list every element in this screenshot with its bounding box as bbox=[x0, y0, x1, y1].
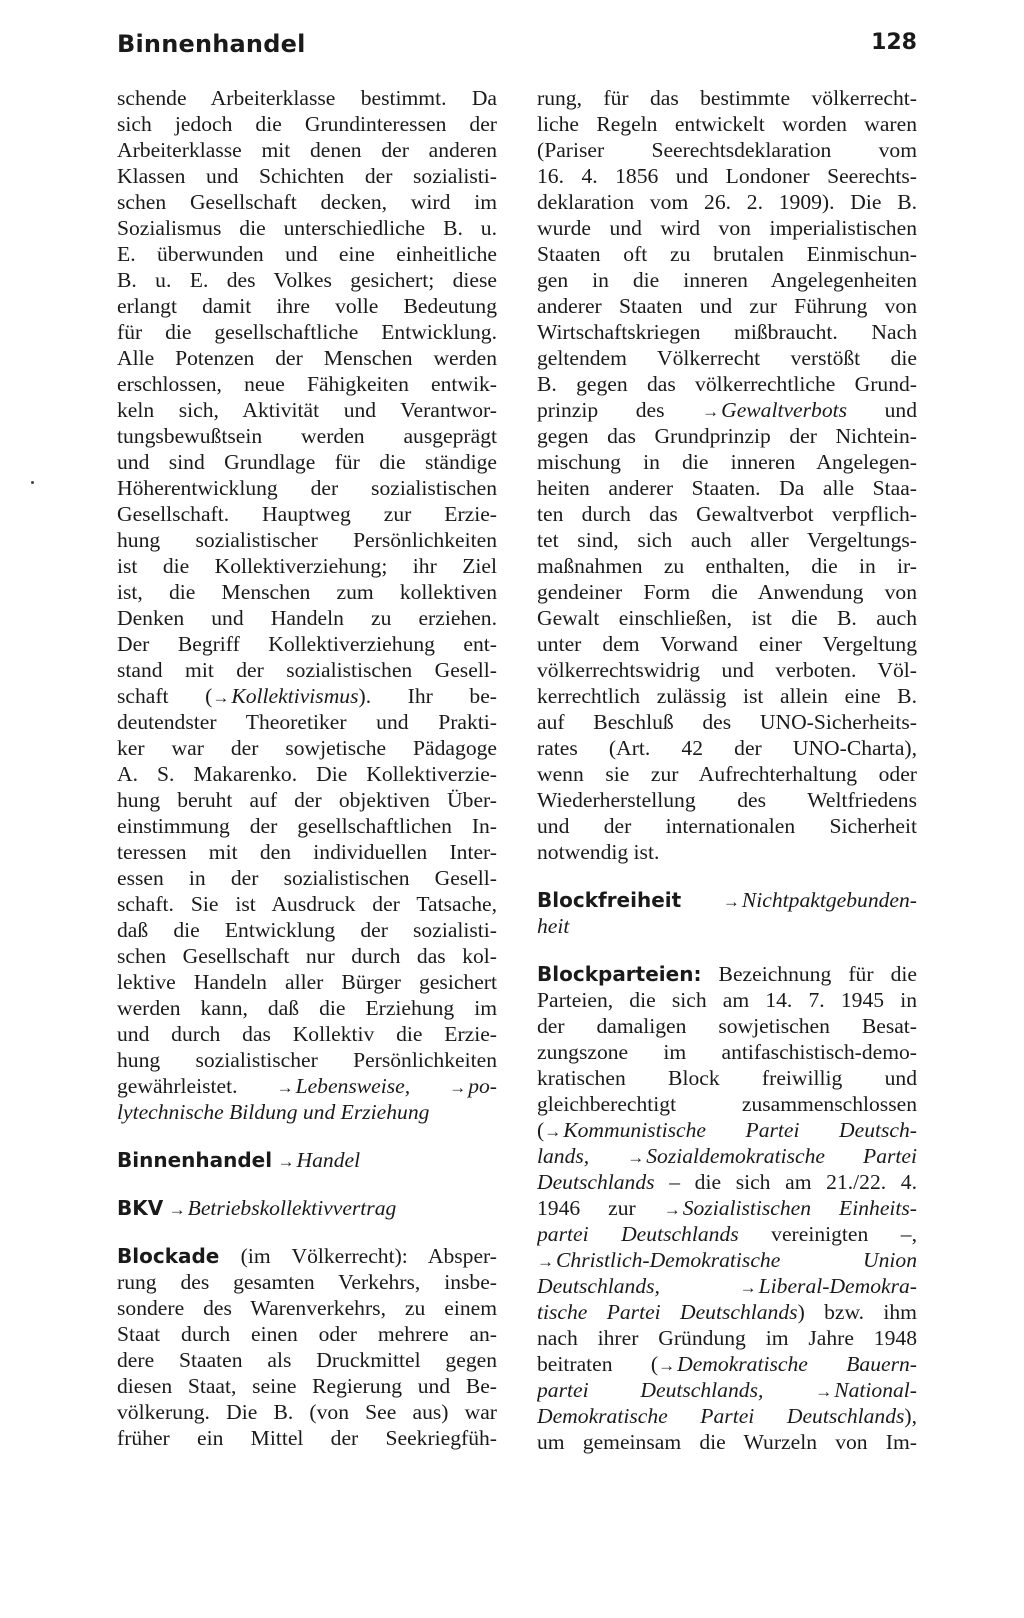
page-number: 128 bbox=[871, 30, 917, 55]
text-line: früher ein Mittel der Seekriegfüh- bbox=[117, 1426, 497, 1450]
text-line: A. S. Makarenko. Die Kollektiverzie- bbox=[117, 762, 497, 786]
text-line: werden kann, daß die Erziehung im bbox=[117, 996, 497, 1020]
text-line: hung sozialistischer Persönlichkeiten bbox=[117, 528, 497, 552]
text-line: (Pariser Seerechtsdeklaration vom bbox=[537, 138, 917, 162]
running-head: Binnenhandel bbox=[117, 30, 306, 58]
arrow-icon: → bbox=[739, 1278, 757, 1297]
cross-reference[interactable]: partei Deutschlands bbox=[537, 1222, 739, 1246]
text-line: hung sozialistischer Persönlichkeiten bbox=[117, 1048, 497, 1072]
entry-blockade: Blockade (im Völkerrecht): Absper- bbox=[117, 1244, 497, 1268]
text-line: Alle Potenzen der Menschen werden bbox=[117, 346, 497, 370]
text-line: gewährleistet. →Lebensweise, →po- bbox=[117, 1074, 497, 1098]
arrow-icon: → bbox=[168, 1200, 186, 1219]
entry-blockade-continued-2 bbox=[537, 423, 917, 865]
text-line: B. u. E. des Volkes gesichert; diese bbox=[117, 268, 497, 292]
entry-keyword: Blockade bbox=[117, 1244, 220, 1268]
text-line: deutendster Theoretiker und Prakti- bbox=[117, 710, 497, 734]
entry-blockfreiheit bbox=[537, 887, 917, 913]
text-line: dere Staaten als Druckmittel gegen bbox=[117, 1348, 497, 1372]
arrow-icon: → bbox=[663, 1200, 681, 1219]
cross-reference[interactable]: Deutschlands bbox=[537, 1170, 655, 1194]
text-line: rung, für das bestimmte völkerrecht- bbox=[537, 86, 917, 110]
entry-body-continued-2 bbox=[117, 709, 497, 1073]
text-line: anderer Staaten und zur Führung von bbox=[537, 294, 917, 318]
cross-reference[interactable]: Lebensweise, bbox=[295, 1074, 411, 1098]
text-line: kratischen Block freiwillig und bbox=[537, 1066, 917, 1090]
text-line: kerrechtlich zulässig ist allein eine B. bbox=[537, 684, 917, 708]
text-line: für die gesellschaftliche Entwicklung. bbox=[117, 320, 497, 344]
text-line: tungsbewußtsein werden ausgeprägt bbox=[117, 424, 497, 448]
cross-reference[interactable]: po- bbox=[468, 1074, 497, 1098]
arrow-icon: → bbox=[449, 1078, 467, 1097]
entry-blockparteien: Blockparteien: Bezeichnung für die bbox=[537, 962, 917, 986]
text-line: gendeiner Form die Anwendung von bbox=[537, 580, 917, 604]
text-line: schaft (→Kollektivismus). Ihr be- bbox=[117, 684, 497, 708]
text-line: prinzip des →Gewaltverbots und bbox=[537, 398, 917, 422]
entry-keyword: BKV bbox=[117, 1196, 164, 1220]
text-line: mischung in die inneren Angelegen- bbox=[537, 450, 917, 474]
entry-binnenhandel bbox=[117, 1147, 497, 1173]
arrow-icon: → bbox=[212, 688, 230, 707]
text-line: der damaligen sowjetischen Besat- bbox=[537, 1014, 917, 1038]
arrow-icon: → bbox=[276, 1078, 294, 1097]
cross-reference[interactable]: lytechnische Bildung und Erziehung bbox=[117, 1100, 430, 1124]
cross-reference[interactable]: Gewaltverbots bbox=[721, 398, 848, 422]
left-column bbox=[117, 85, 497, 1451]
text-line: heiten anderer Staaten. Da alle Staa- bbox=[537, 476, 917, 500]
text-line: erlangt damit ihre volle Bedeutung bbox=[117, 294, 497, 318]
text-line: lektive Handeln aller Bürger gesichert bbox=[117, 970, 497, 994]
entry-body-continued bbox=[117, 85, 497, 683]
text-line: Klassen und Schichten der sozialisti- bbox=[117, 164, 497, 188]
text-line: wurde und wird von imperialistischen bbox=[537, 216, 917, 240]
page-header bbox=[117, 30, 917, 70]
cross-reference[interactable]: Sozialistischen Einheits- bbox=[682, 1196, 917, 1220]
text-line: partei Deutschlands vereinigten –, bbox=[537, 1222, 917, 1246]
text-line: B. gegen das völkerrechtliche Grund- bbox=[537, 372, 917, 396]
text-line: Deutschlands – die sich am 21./22. 4. bbox=[537, 1170, 917, 1194]
entry-blockade-continued bbox=[537, 85, 917, 397]
cross-reference[interactable]: Nichtpaktgebunden- bbox=[741, 888, 917, 912]
text-line: (→Kommunistische Partei Deutsch- bbox=[537, 1118, 917, 1142]
text-line: und durch das Kollektiv die Erzie- bbox=[117, 1022, 497, 1046]
text-line: deklaration vom 26. 2. 1909). Die B. bbox=[537, 190, 917, 214]
text-line: gen in die inneren Angelegenheiten bbox=[537, 268, 917, 292]
arrow-icon: → bbox=[277, 1152, 295, 1171]
text-line: hung beruht auf der objektiven Über- bbox=[117, 788, 497, 812]
text-line: E. überwunden und eine einheitliche bbox=[117, 242, 497, 266]
text-line: und der internationalen Sicherheit bbox=[537, 814, 917, 838]
text-line: Gewalt einschließen, ist die B. auch bbox=[537, 606, 917, 630]
text-line: erschlossen, neue Fähigkeiten entwik- bbox=[117, 372, 497, 396]
text-line: einstimmung der gesellschaftlichen In- bbox=[117, 814, 497, 838]
text-line: Sozialismus die unterschiedliche B. u. bbox=[117, 216, 497, 240]
text-line: Gesellschaft. Hauptweg zur Erzie- bbox=[117, 502, 497, 526]
text-line: Der Begriff Kollektiverziehung ent- bbox=[117, 632, 497, 656]
entry-keyword: Blockparteien: bbox=[537, 962, 702, 986]
cross-reference[interactable]: Liberal-Demokra- bbox=[758, 1274, 917, 1298]
text-line: schaft. Sie ist Ausdruck der Tatsache, bbox=[117, 892, 497, 916]
text-line: Höherentwicklung der sozialistischen bbox=[117, 476, 497, 500]
cross-reference[interactable]: Kommunistische Partei Deutsch- bbox=[563, 1118, 917, 1142]
text-line: sich jedoch die Grundinteressen der bbox=[117, 112, 497, 136]
text-line: tische Partei Deutschlands) bzw. ihm bbox=[537, 1300, 917, 1324]
text-line: tet sind, sich auch aller Vergeltungs- bbox=[537, 528, 917, 552]
text-line: um gemeinsam die Wurzeln von Im- bbox=[537, 1430, 917, 1454]
cross-reference[interactable]: partei Deutschlands, bbox=[537, 1378, 764, 1402]
entry-bkv bbox=[117, 1195, 497, 1221]
text-line: gegen das Grundprinzip der Nichtein- bbox=[537, 424, 917, 448]
text-line: Demokratische Partei Deutschlands), bbox=[537, 1404, 917, 1428]
entry-keyword: Binnenhandel bbox=[117, 1148, 273, 1172]
cross-reference[interactable]: Kollektivismus bbox=[231, 684, 359, 708]
arrow-icon: → bbox=[537, 1252, 554, 1271]
text-line: rung des gesamten Verkehrs, insbe- bbox=[117, 1270, 497, 1294]
text-line: wenn sie zur Aufrechterhaltung oder bbox=[537, 762, 917, 786]
text-line: beitraten (→Demokratische Bauern- bbox=[537, 1352, 917, 1376]
text-line: Parteien, die sich am 14. 7. 1945 in bbox=[537, 988, 917, 1012]
arrow-icon: → bbox=[658, 1356, 676, 1375]
right-column bbox=[537, 85, 917, 1455]
arrow-icon: → bbox=[722, 892, 740, 911]
text-line: 1946 zur →Sozialistischen Einheits- bbox=[537, 1196, 917, 1220]
text-line: schen Gesellschaft decken, wird im bbox=[117, 190, 497, 214]
text-line: Denken und Handeln zu erziehen. bbox=[117, 606, 497, 630]
arrow-icon: → bbox=[815, 1382, 833, 1401]
text-line: gleichberechtigt zusammenschlossen bbox=[537, 1092, 917, 1116]
text-line bbox=[537, 1143, 917, 1169]
text-line: teressen mit den individuellen Inter- bbox=[117, 840, 497, 864]
text-line: völkerung. Die B. (von See aus) war bbox=[117, 1400, 497, 1424]
cross-reference[interactable]: lands, bbox=[537, 1144, 590, 1168]
text-line: geltendem Völkerrecht verstößt die bbox=[537, 346, 917, 370]
text-line: Staat durch einen oder mehrere an- bbox=[117, 1322, 497, 1346]
text-line: zungszone im antifaschistisch-demo- bbox=[537, 1040, 917, 1064]
text-line: ker war der sowjetische Pädagoge bbox=[117, 736, 497, 760]
text-line: unter dem Vorwand einer Vergeltung bbox=[537, 632, 917, 656]
text-line: Arbeiterklasse mit denen der anderen bbox=[117, 138, 497, 162]
text-line: maßnahmen zu enthalten, die in ir- bbox=[537, 554, 917, 578]
cross-reference[interactable]: heit bbox=[537, 914, 570, 938]
text-line: ten durch das Gewaltverbot verpflich- bbox=[537, 502, 917, 526]
text-line: und sind Grundlage für die ständige bbox=[117, 450, 497, 474]
cross-reference[interactable]: Demokratische Bauern- bbox=[677, 1352, 917, 1376]
text-line: ist, die Menschen zum kollektiven bbox=[117, 580, 497, 604]
text-line: 16. 4. 1856 und Londoner Seerechts- bbox=[537, 164, 917, 188]
text-line: essen in der sozialistischen Gesell- bbox=[117, 866, 497, 890]
entry-blockparteien-body bbox=[537, 987, 917, 1117]
cross-reference[interactable]: National- bbox=[834, 1378, 917, 1402]
text-line: keln sich, Aktivität und Verantwor- bbox=[117, 398, 497, 422]
cross-reference[interactable]: Christlich-Demokratische Union bbox=[556, 1248, 917, 1272]
margin-dot bbox=[31, 481, 34, 484]
cross-reference[interactable]: Betriebskollektivvertrag bbox=[187, 1196, 397, 1220]
text-line: Wirtschaftskriegen mißbraucht. Nach bbox=[537, 320, 917, 344]
text-line: nach ihrer Gründung im Jahre 1948 bbox=[537, 1326, 917, 1350]
text-line: Staaten oft zu brutalen Einmischun- bbox=[537, 242, 917, 266]
arrow-icon: → bbox=[544, 1122, 562, 1141]
text-line: ist die Kollektiverziehung; ihr Ziel bbox=[117, 554, 497, 578]
text-line: auf Beschluß des UNO-Sicherheits- bbox=[537, 710, 917, 734]
text-line: daß die Entwicklung der sozialisti- bbox=[117, 918, 497, 942]
text-line bbox=[537, 1273, 917, 1299]
cross-reference[interactable]: Deutschlands, bbox=[537, 1274, 660, 1298]
arrow-icon: → bbox=[627, 1148, 645, 1167]
entry-blockade-body bbox=[117, 1269, 497, 1451]
cross-reference[interactable]: Sozialdemokratische Partei bbox=[646, 1144, 917, 1168]
text-line: sondere des Warenverkehrs, zu einem bbox=[117, 1296, 497, 1320]
text-line: notwendig ist. bbox=[537, 840, 660, 864]
cross-reference[interactable]: tische Partei Deutschlands bbox=[537, 1300, 798, 1324]
cross-reference[interactable]: Demokratische Partei Deutschlands bbox=[537, 1404, 905, 1428]
text-line: schende Arbeiterklasse bestimmt. Da bbox=[117, 86, 497, 110]
text-line: völkerrechtswidrig und verboten. Völ- bbox=[537, 658, 917, 682]
entry-keyword: Blockfreiheit bbox=[537, 888, 682, 912]
text-line: diesen Staat, seine Regierung und Be- bbox=[117, 1374, 497, 1398]
text-line: liche Regeln entwickelt worden waren bbox=[537, 112, 917, 136]
text-line: stand mit der sozialistischen Gesell- bbox=[117, 658, 497, 682]
cross-reference[interactable]: Handel bbox=[296, 1148, 361, 1172]
text-line: rates (Art. 42 der UNO-Charta), bbox=[537, 736, 917, 760]
text-line: Wiederherstellung des Weltfriedens bbox=[537, 788, 917, 812]
text-line bbox=[537, 1247, 917, 1273]
arrow-icon: → bbox=[702, 402, 720, 421]
text-line: schen Gesellschaft nur durch das kol- bbox=[117, 944, 497, 968]
text-line bbox=[537, 1377, 917, 1403]
